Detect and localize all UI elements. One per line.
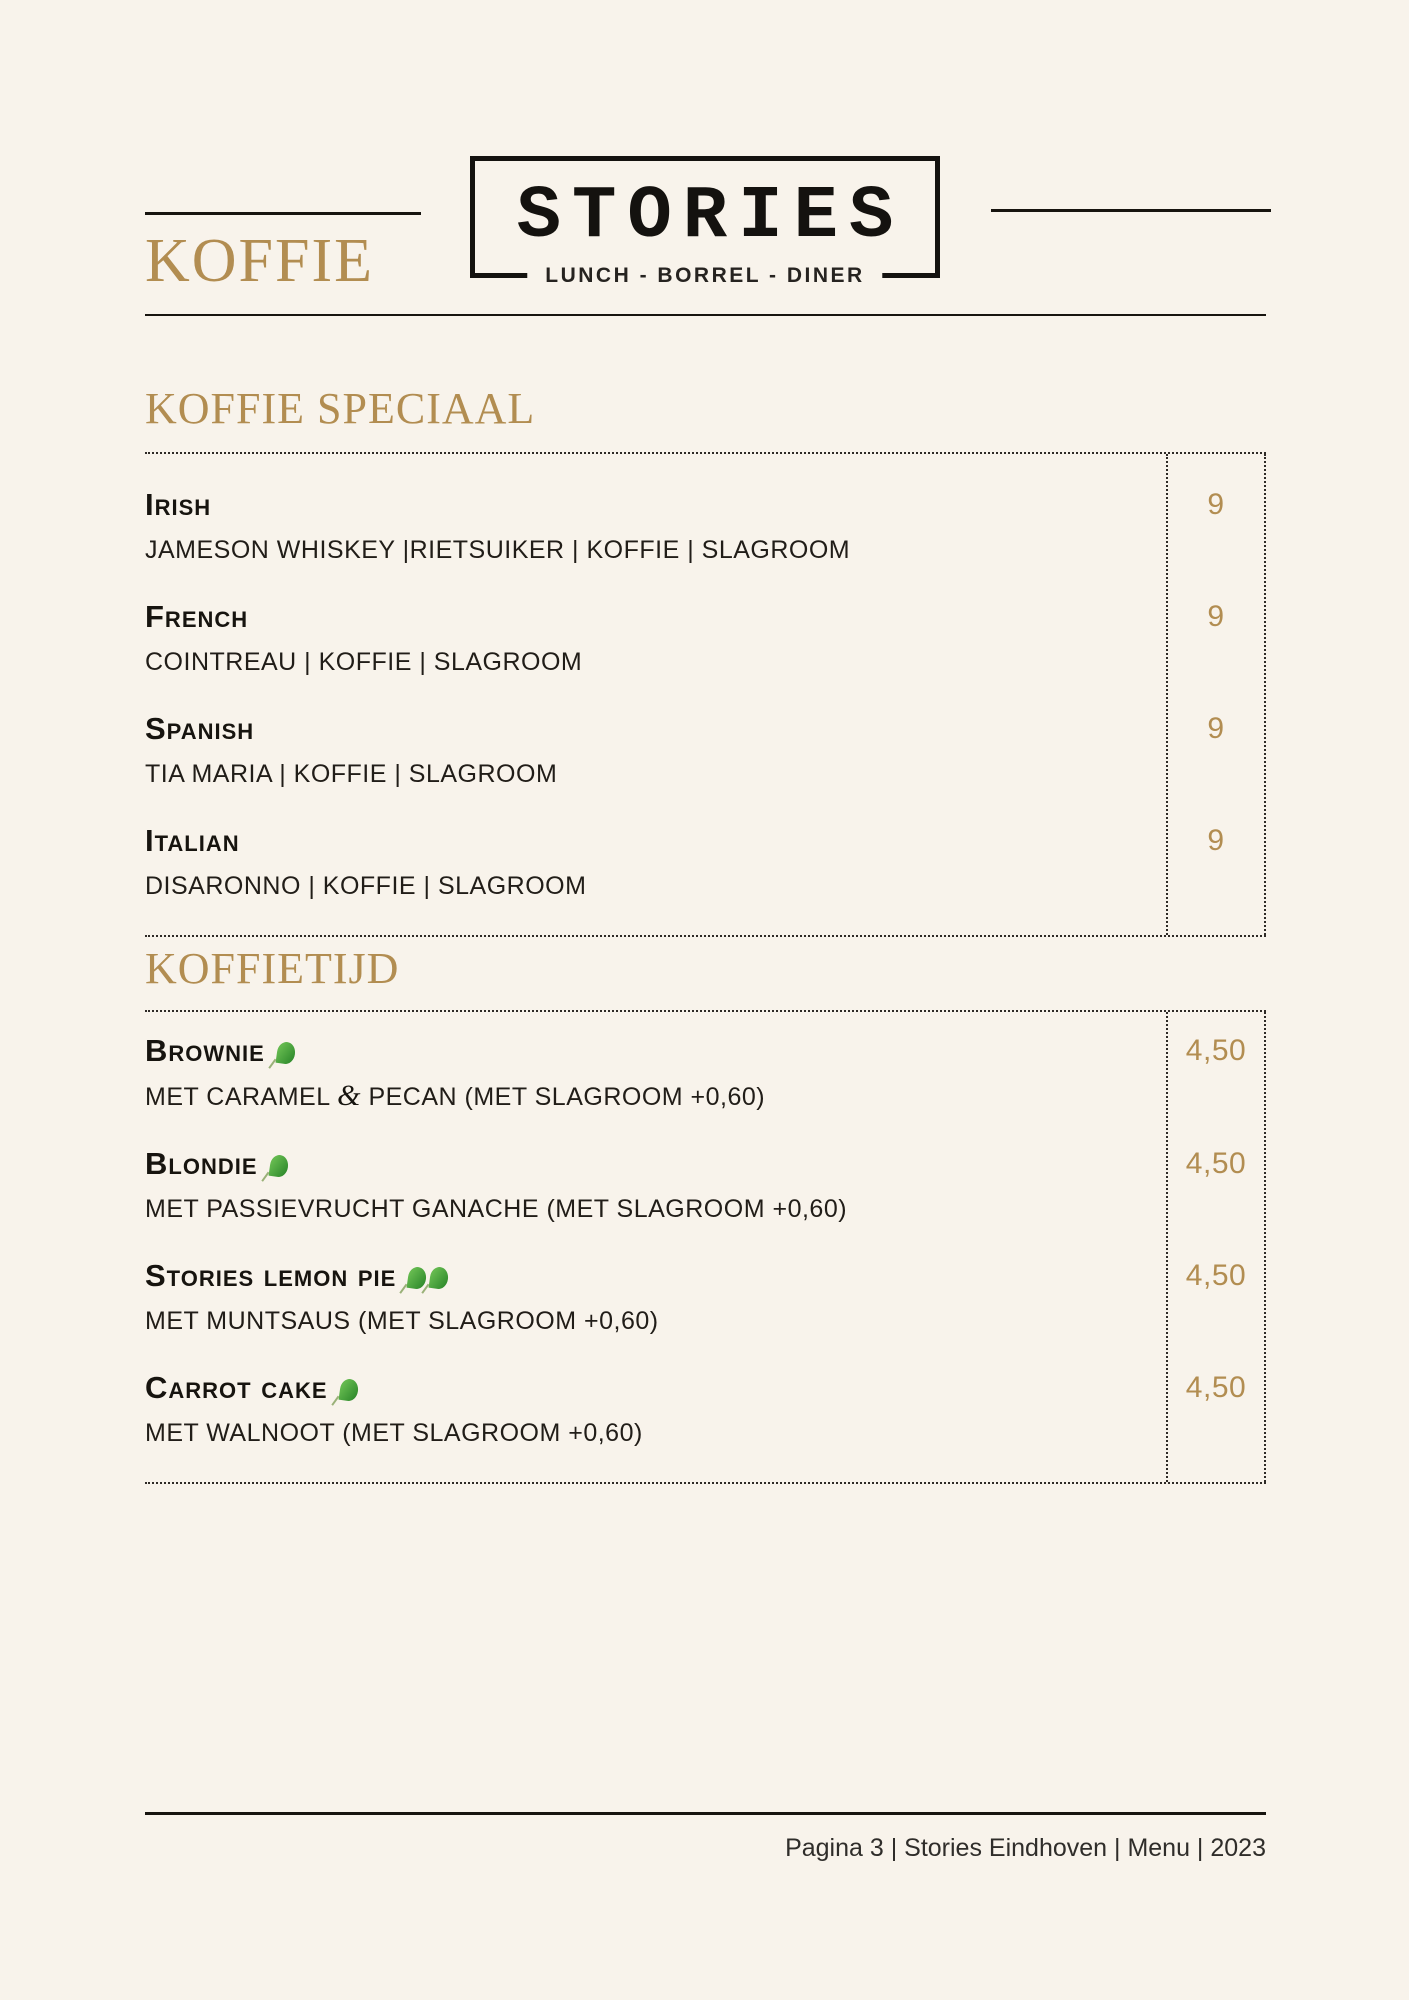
item-description: DISARONNO | KOFFIE | SLAGROOM [145, 872, 587, 900]
menu-item-italian [145, 818, 1266, 906]
stories-logo [470, 156, 940, 287]
item-name: Brownie [145, 1033, 265, 1068]
item-price: 4,50 [1185, 1034, 1247, 1067]
ampersand-glyph: & [337, 1079, 361, 1112]
item-price: 9 [1207, 824, 1225, 857]
item-description: TIA MARIA | KOFFIE | SLAGROOM [145, 760, 558, 788]
header-divider-rule [145, 314, 1266, 316]
item-price: 4,50 [1185, 1147, 1247, 1180]
leaf-icon [275, 1041, 296, 1065]
item-name: Spanish [145, 711, 255, 746]
item-name: Carrot cake [145, 1370, 328, 1405]
item-name: French [145, 599, 249, 634]
section-title-koffie-speciaal: KOFFIE SPECIAAL [145, 384, 536, 433]
item-price: 9 [1207, 488, 1225, 521]
leaf-icon [338, 1378, 359, 1402]
menu-item-blondie [145, 1141, 1266, 1229]
koffie-speciaal-box [145, 452, 1266, 937]
item-name: Italian [145, 823, 240, 858]
menu-item-french [145, 594, 1266, 682]
menu-item-irish [145, 482, 1266, 570]
item-description [145, 1076, 1266, 1117]
item-name: Blondie [145, 1146, 258, 1181]
description-text: MET CARAMEL [145, 1083, 338, 1111]
section-title-koffietijd: KOFFIETIJD [145, 944, 400, 993]
item-price: 9 [1207, 600, 1225, 633]
logo-wordmark: STORIES [516, 175, 905, 259]
item-description: COINTREAU | KOFFIE | SLAGROOM [145, 648, 583, 676]
item-description: MET WALNOOT (MET SLAGROOM +0,60) [145, 1419, 643, 1447]
item-description: JAMESON WHISKEY |RIETSUIKER | KOFFIE | SLAGROOM [145, 536, 851, 564]
item-description: MET MUNTSAUS (MET SLAGROOM +0,60) [145, 1307, 659, 1335]
item-price: 4,50 [1185, 1371, 1247, 1404]
footer-page-info: Pagina 3 | Stories Eindhoven | Menu | 2023 [785, 1834, 1266, 1862]
item-name: Stories lemon pie [145, 1258, 397, 1293]
item-price: 9 [1207, 712, 1225, 745]
item-description: MET PASSIEVRUCHT GANACHE (MET SLAGROOM +0,60) [145, 1195, 848, 1223]
description-text: PECAN (MET SLAGROOM +0,60) [361, 1083, 766, 1111]
item-name: Irish [145, 487, 212, 522]
koffietijd-box [145, 1010, 1266, 1484]
item-price: 4,50 [1185, 1259, 1247, 1292]
page-title: KOFFIE [145, 227, 375, 295]
header-left-rule [145, 212, 421, 215]
page-content [145, 0, 1266, 2000]
menu-item-stories-lemon-pie [145, 1253, 1266, 1341]
footer-rule [145, 1812, 1266, 1815]
menu-item-spanish [145, 706, 1266, 794]
leaf-icon [268, 1154, 289, 1178]
menu-item-brownie [145, 1028, 1266, 1117]
logo-tagline: LUNCH - BORREL - DINER [527, 264, 882, 288]
menu-item-carrot-cake [145, 1365, 1266, 1453]
leaf-icon [429, 1266, 450, 1290]
header-right-rule [991, 209, 1271, 212]
